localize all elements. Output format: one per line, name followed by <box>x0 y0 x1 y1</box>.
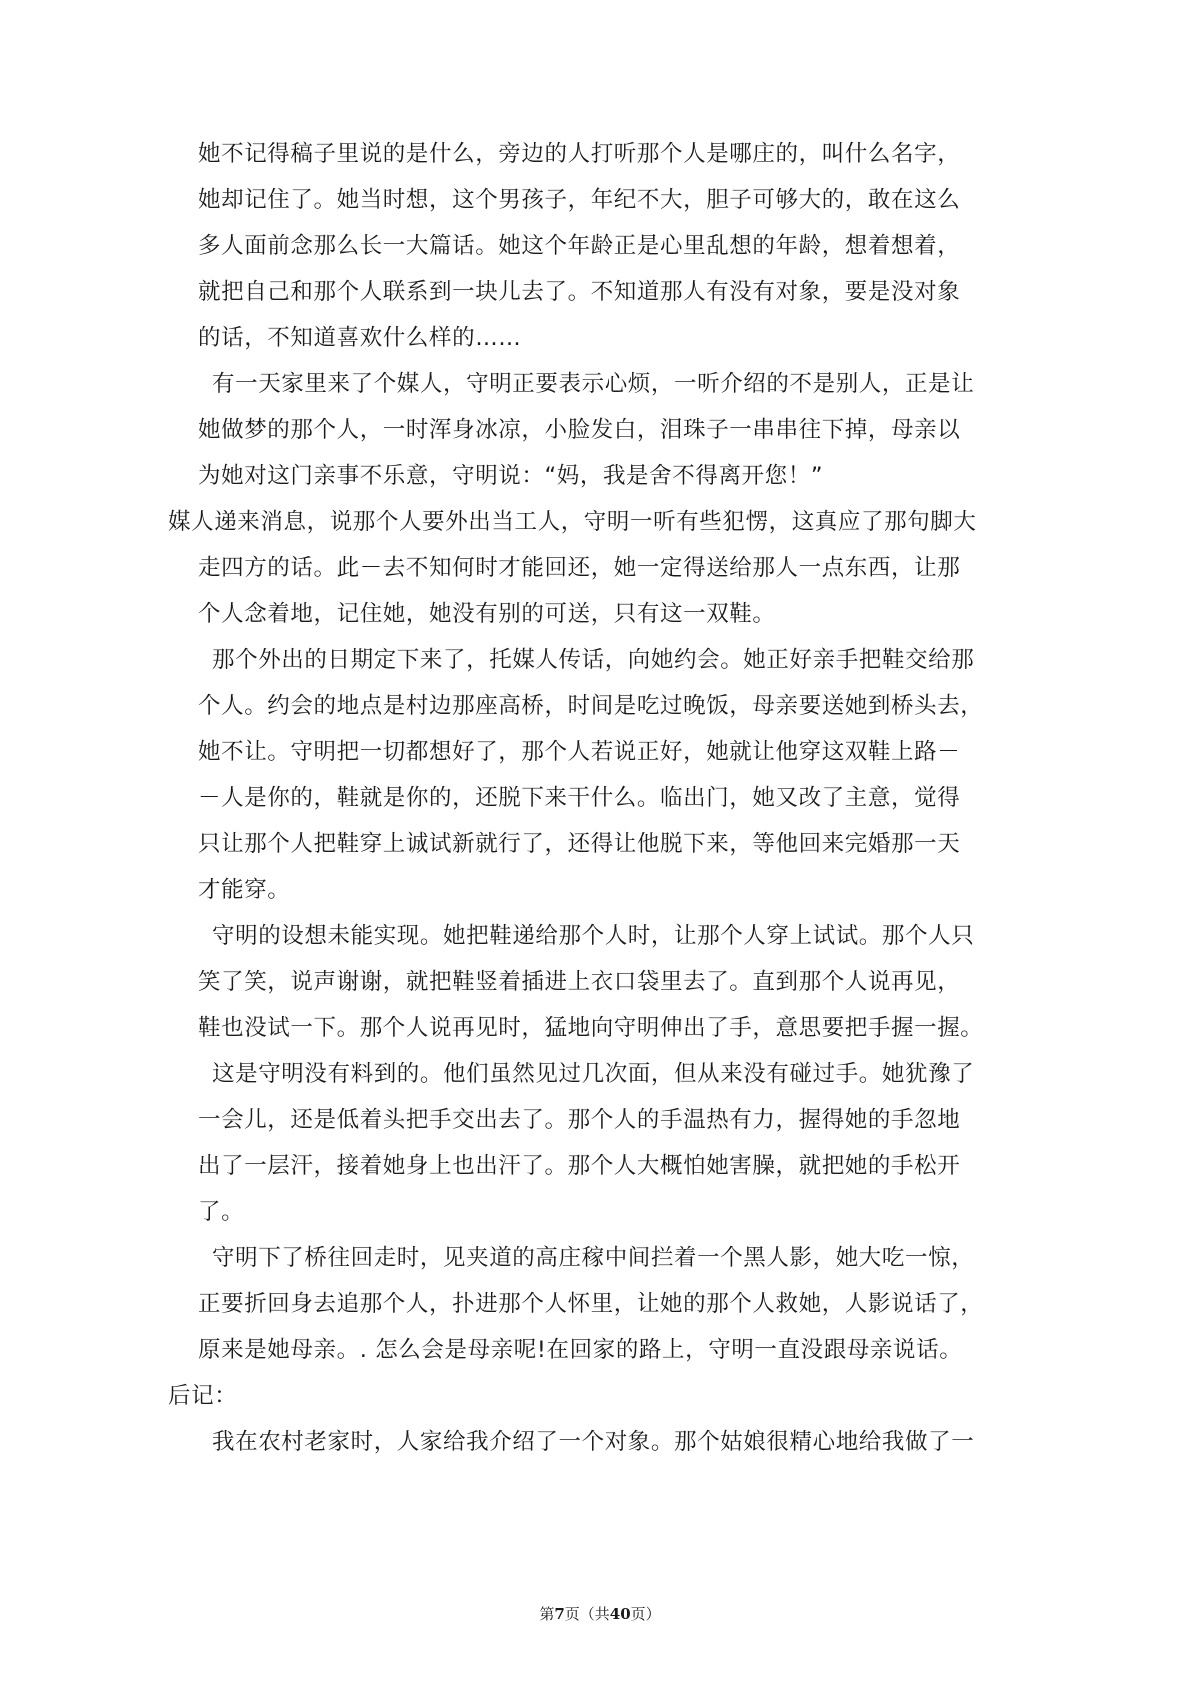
text-line: 媒人递来消息，说那个人要外出当工人，守明一听有些犯愣，这真应了那句脚大 <box>168 509 977 535</box>
text-line: 这是守明没有料到的。他们虽然见过几次面，但从来没有碰过手。她犹豫了 <box>212 1061 975 1087</box>
current-page-number: 7 <box>554 1605 565 1623</box>
text-line: －人是你的，鞋就是你的，还脱下来干什么。临出门，她又改了主意，觉得 <box>198 785 961 811</box>
text-line: 她做梦的那个人，一时浑身冰凉，小脸发白，泪珠子一串串往下掉，母亲以 <box>198 417 961 443</box>
text-line: 我在农村老家时，人家给我介绍了一个对象。那个姑娘很精心地给我做了一 <box>212 1429 975 1455</box>
text-line: 一会儿，还是低着头把手交出去了。那个人的手温热有力，握得她的手忽地 <box>198 1107 961 1133</box>
text-line: 只让那个人把鞋穿上诚试新就行了，还得让他脱下来，等他回来完婚那一天 <box>198 831 961 857</box>
footer-prefix: 第 <box>539 1605 555 1623</box>
page-footer <box>0 1603 1200 1624</box>
text-line: 那个外出的日期定下来了，托媒人传话，向她约会。她正好亲手把鞋交给那 <box>212 647 975 673</box>
text-line: 笑了笑，说声谢谢，就把鞋竖着插进上衣口袋里去了。直到那个人说再见， <box>198 969 961 995</box>
text-line: 鞋也没试一下。那个人说再见时，猛地向守明伸出了手，意思要把手握一握。 <box>198 1015 984 1041</box>
text-line: 有一天家里来了个媒人，守明正要表示心烦，一听介绍的不是别人，正是让 <box>212 371 975 397</box>
text-line: 个人。约会的地点是村边那座高桥，时间是吃过晚饭，母亲要送她到桥头去， <box>198 693 984 719</box>
text-line: 她却记住了。她当时想，这个男孩子，年纪不大，胆子可够大的，敢在这么 <box>198 187 961 213</box>
total-page-count: 40 <box>609 1605 631 1623</box>
text-line: 多人面前念那么长一大篇话。她这个年龄正是心里乱想的年龄，想着想着， <box>198 233 961 259</box>
footer-suffix: 页） <box>630 1605 661 1623</box>
footer-middle: 页（共 <box>564 1605 610 1623</box>
text-line: 正要折回身去追那个人，扑进那个人怀里，让她的那个人救她，人影说话了， <box>198 1291 984 1317</box>
text-line: 守明下了桥往回走时，见夹道的高庄稼中间拦着一个黑人影，她大吃一惊， <box>212 1245 975 1271</box>
text-line: 走四方的话。此－去不知何时才能回还，她一定得送给那人一点东西，让那 <box>198 555 961 581</box>
text-line: 为她对这门亲事不乐意，守明说：“妈，我是舍不得离开您！” <box>198 463 824 489</box>
text-line: 才能穿。 <box>198 877 291 903</box>
text-line: 她不记得稿子里说的是什么，旁边的人打听那个人是哪庄的，叫什么名字， <box>198 141 961 167</box>
text-line: 原来是她母亲。. 怎么会是母亲呢!在回家的路上，守明一直没跟母亲说话。 <box>198 1337 963 1363</box>
text-line: 的话，不知道喜欢什么样的…… <box>198 325 522 351</box>
text-line: 她不让。守明把一切都想好了，那个人若说正好，她就让他穿这双鞋上路－ <box>198 739 961 765</box>
text-line: 出了一层汗，接着她身上也出汗了。那个人大概怕她害臊，就把她的手松开 <box>198 1153 961 1179</box>
section-heading: 后记： <box>168 1383 238 1409</box>
text-line: 守明的设想未能实现。她把鞋递给那个人时，让那个人穿上试试。那个人只 <box>212 923 975 949</box>
text-line: 个人念着地，记住她，她没有别的可送，只有这一双鞋。 <box>198 601 776 627</box>
text-line: 了。 <box>198 1199 245 1225</box>
text-line: 就把自己和那个人联系到一块儿去了。不知道那人有没有对象，要是没对象 <box>198 279 961 305</box>
